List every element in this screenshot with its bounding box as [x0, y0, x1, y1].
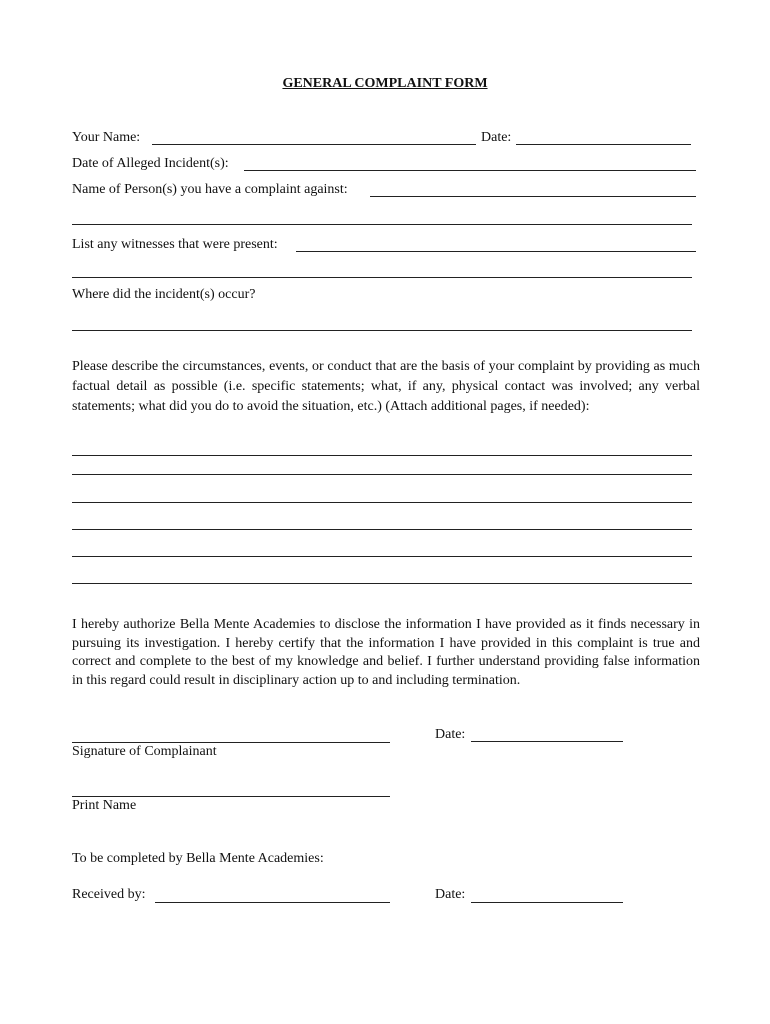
date-label: Date:	[481, 130, 512, 145]
office-use-label: To be completed by Bella Mente Academies:	[72, 851, 324, 866]
signature-date-label: Date:	[435, 727, 466, 742]
where-label: Where did the incident(s) occur?	[72, 287, 256, 302]
describe-instructions: Please describe the circumstances, events, or conduct that are the basis of your complaint by providing as much factual detail as possible (i.e. specific statements; what, if any, physical contact was involved; any verbal statements; what did you do to avoid the situation, etc.) (Attach additional pages, if needed):	[72, 359, 700, 414]
authorization-statement: I hereby authorize Bella Mente Academies to disclose the information I have provided as it finds necessary in pursuing its investigation. I hereby certify that the information I have provided in this complaint is true and correct and complete to the best of my knowledge and belief. I further understand providing false information in this regard could result in disciplinary action up to and including termination.	[72, 617, 700, 688]
where-field[interactable]	[72, 330, 692, 331]
print-name-field[interactable]	[72, 796, 390, 797]
received-by-field[interactable]	[155, 902, 390, 903]
description-line-2[interactable]	[72, 474, 692, 475]
form-title: GENERAL COMPLAINT FORM	[282, 76, 488, 91]
signature-label: Signature of Complainant	[72, 744, 217, 759]
person-label: Name of Person(s) you have a complaint against:	[72, 182, 348, 197]
description-line-4[interactable]	[72, 529, 692, 530]
description-line-6[interactable]	[72, 583, 692, 584]
print-name-label: Print Name	[72, 798, 137, 813]
description-line-3[interactable]	[72, 502, 692, 503]
your-name-field[interactable]	[152, 144, 476, 145]
incident-date-label: Date of Alleged Incident(s):	[72, 156, 229, 171]
signature-field[interactable]	[72, 742, 390, 743]
received-by-label: Received by:	[72, 887, 146, 902]
your-name-label: Your Name:	[72, 130, 141, 145]
incident-date-field[interactable]	[244, 170, 696, 171]
witnesses-label: List any witnesses that were present:	[72, 237, 278, 252]
signature-date-field[interactable]	[471, 741, 623, 742]
witnesses-field[interactable]	[296, 251, 696, 252]
person-field-line-2[interactable]	[72, 224, 692, 225]
description-line-5[interactable]	[72, 556, 692, 557]
received-date-label: Date:	[435, 887, 466, 902]
description-line-1[interactable]	[72, 455, 692, 456]
person-field[interactable]	[370, 196, 696, 197]
date-field[interactable]	[516, 144, 691, 145]
witnesses-field-line-2[interactable]	[72, 277, 692, 278]
received-date-field[interactable]	[471, 902, 623, 903]
